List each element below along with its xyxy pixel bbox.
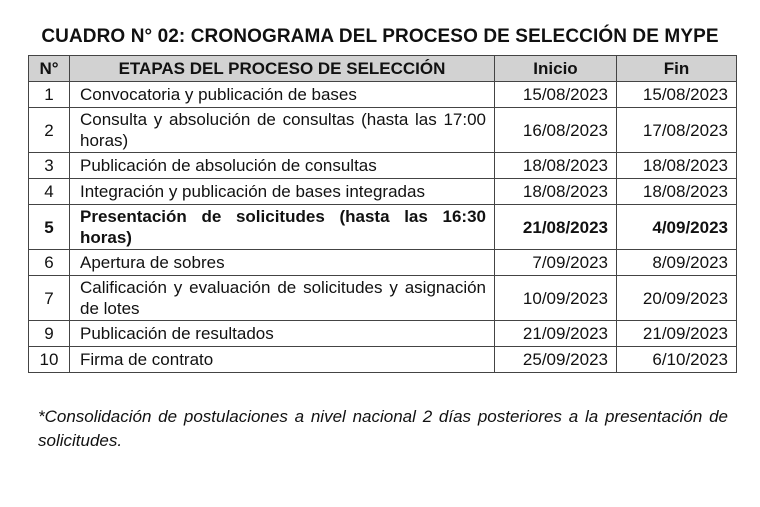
row-end-date: 20/09/2023 — [617, 276, 737, 321]
table-row — [29, 153, 737, 179]
row-stage: Convocatoria y publicación de bases — [70, 82, 495, 108]
row-num: 9 — [29, 321, 70, 347]
table-row — [29, 321, 737, 347]
header-end: Fin — [617, 56, 737, 82]
table-row-highlighted — [29, 205, 737, 250]
row-stage: Calificación y evaluación de solicitudes y asignación de lotes — [70, 276, 495, 321]
row-end-date: 8/09/2023 — [617, 250, 737, 276]
row-end-date: 18/08/2023 — [617, 153, 737, 179]
row-stage: Integración y publicación de bases integradas — [70, 179, 495, 205]
row-start-date: 21/09/2023 — [495, 321, 617, 347]
row-start-date: 21/08/2023 — [495, 205, 617, 250]
row-stage: Publicación de resultados — [70, 321, 495, 347]
row-num: 5 — [29, 205, 70, 250]
row-start-date: 7/09/2023 — [495, 250, 617, 276]
row-num: 10 — [29, 347, 70, 373]
row-stage: Presentación de solicitudes (hasta las 16:30 horas) — [70, 205, 495, 250]
table-row — [29, 179, 737, 205]
row-num: 7 — [29, 276, 70, 321]
row-stage: Apertura de sobres — [70, 250, 495, 276]
row-num: 6 — [29, 250, 70, 276]
table-row — [29, 347, 737, 373]
footnote: *Consolidación de postulaciones a nivel nacional 2 días posteriores a la presentación de solicitudes. — [38, 407, 728, 450]
row-num: 4 — [29, 179, 70, 205]
table-row — [29, 250, 737, 276]
row-stage: Publicación de absolución de consultas — [70, 153, 495, 179]
table-header-row — [29, 56, 737, 82]
row-num: 3 — [29, 153, 70, 179]
row-end-date: 15/08/2023 — [617, 82, 737, 108]
row-end-date: 6/10/2023 — [617, 347, 737, 373]
row-start-date: 10/09/2023 — [495, 276, 617, 321]
row-end-date: 21/09/2023 — [617, 321, 737, 347]
row-start-date: 15/08/2023 — [495, 82, 617, 108]
row-end-date: 4/09/2023 — [617, 205, 737, 250]
row-end-date: 17/08/2023 — [617, 108, 737, 153]
table-row — [29, 108, 737, 153]
row-start-date: 18/08/2023 — [495, 153, 617, 179]
row-end-date: 18/08/2023 — [617, 179, 737, 205]
table-title: CUADRO N° 02: CRONOGRAMA DEL PROCESO DE SELECCIÓN DE MYPE — [41, 26, 719, 47]
row-stage: Firma de contrato — [70, 347, 495, 373]
row-start-date: 16/08/2023 — [495, 108, 617, 153]
header-stage: ETAPAS DEL PROCESO DE SELECCIÓN — [70, 56, 495, 82]
header-start: Inicio — [495, 56, 617, 82]
row-num: 1 — [29, 82, 70, 108]
table-row — [29, 276, 737, 321]
table-row — [29, 82, 737, 108]
schedule-table — [28, 55, 737, 373]
row-start-date: 18/08/2023 — [495, 179, 617, 205]
header-num: N° — [29, 56, 70, 82]
row-stage: Consulta y absolución de consultas (hasta las 17:00 horas) — [70, 108, 495, 153]
row-start-date: 25/09/2023 — [495, 347, 617, 373]
row-num: 2 — [29, 108, 70, 153]
